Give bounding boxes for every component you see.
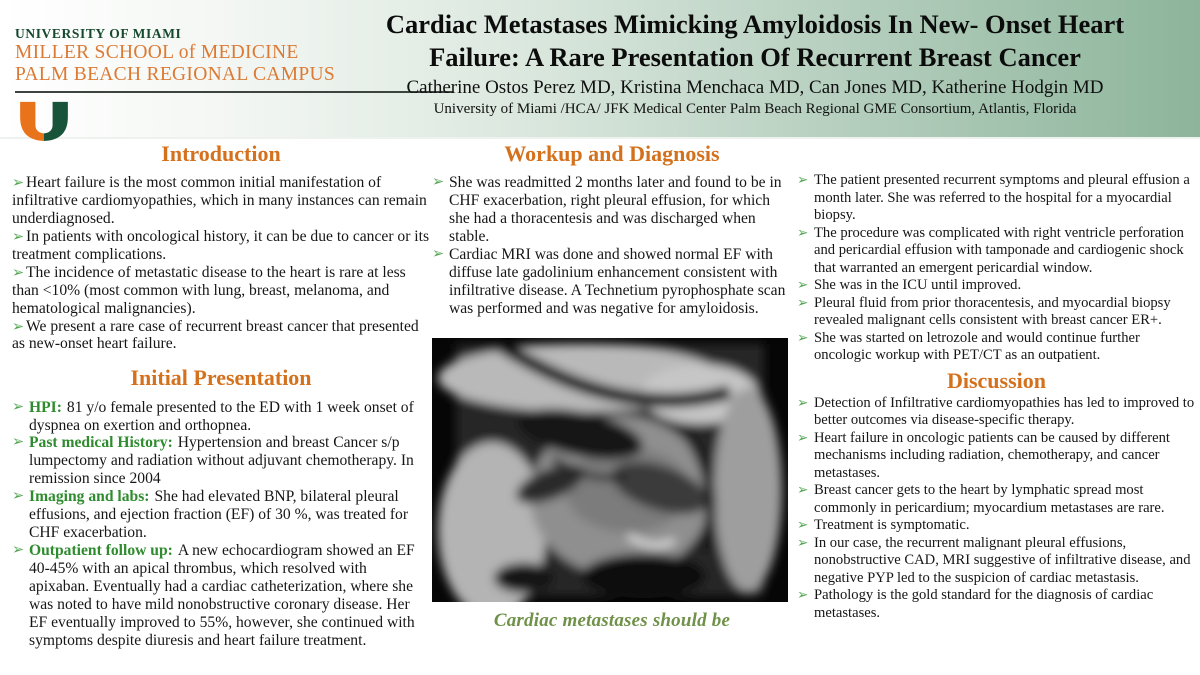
arrow-bullet-icon: ➢ [797, 429, 809, 445]
arrow-bullet-icon: ➢ [797, 517, 809, 533]
left-column [12, 142, 430, 650]
right-column [797, 172, 1196, 622]
poster-title-line2: Failure: A Rare Presentation Of Recurrent Breast Cancer [429, 42, 1081, 73]
list-item [797, 277, 1196, 295]
arrow-bullet-icon: ➢ [797, 277, 809, 292]
list-item [432, 174, 792, 246]
cardiac-mri-image [432, 338, 788, 602]
bullet-text: She was in the ICU until improved. [814, 277, 1022, 293]
list-item [797, 172, 1196, 225]
item-label: Past medical History: [29, 434, 173, 452]
list-item [797, 482, 1196, 517]
poster-title [318, 8, 1192, 74]
arrow-bullet-icon: ➢ [12, 175, 25, 192]
affiliation-line: University of Miami /HCA/ JFK Medical Center Palm Beach Regional GME Consortium, Atlantis, Florida [433, 101, 1077, 118]
arrow-bullet-icon: ➢ [797, 294, 809, 310]
case-course-list [797, 172, 1196, 365]
arrow-bullet-icon: ➢ [12, 488, 25, 505]
list-item [797, 430, 1196, 483]
item-body: 81 y/o female presented to the ED with 1 week onset of dyspnea on exertion and orthopnea. [29, 398, 414, 434]
bullet-text: The patient presented recurrent symptoms and pleural effusion a month later. She was referred to the hospital for a myocardial biopsy. [814, 172, 1190, 223]
item-label: Imaging and labs: [29, 488, 150, 506]
bullet-text [29, 542, 430, 650]
bullet-text: We present a rare case of recurrent breast cancer that presented as new-onset heart failure. [12, 317, 419, 353]
list-item [12, 434, 430, 488]
arrow-bullet-icon: ➢ [12, 264, 25, 281]
discussion-heading: Discussion [946, 367, 1047, 393]
arrow-bullet-icon: ➢ [12, 398, 25, 415]
list-item [797, 395, 1196, 430]
bullet-text: Breast cancer gets to the heart by lymphatic spread most commonly in pericardium; myocardium metastases are rare. [814, 482, 1165, 516]
arrow-bullet-icon: ➢ [432, 174, 445, 191]
bullet-text: Pleural fluid from prior thoracentesis, and myocardial biopsy revealed malignant cells consistent with breast cancer ER+. [814, 294, 1171, 328]
arrow-bullet-icon: ➢ [12, 541, 25, 558]
arrow-bullet-icon: ➢ [797, 482, 809, 498]
workup-heading: Workup and Diagnosis [504, 141, 720, 166]
item-body: She had elevated BNP, bilateral pleural effusions, and ejection fraction (EF) of 30 %, was treated for CHF exacerbation. [29, 488, 409, 542]
bullet-text [29, 434, 430, 488]
arrow-bullet-icon: ➢ [797, 224, 809, 240]
school-name-line1: MILLER SCHOOL of MEDICINE [15, 42, 299, 63]
bullet-text: The procedure was complicated with right ventricle perforation and pericardial effusion with tamponade and cardiogenic shock that warranted an emergent pericardial window. [814, 224, 1184, 276]
bullet-text: Heart failure in oncologic patients can be caused by different mechanisms including radiation, chemotherapy, and cancer metastases. [814, 429, 1170, 481]
introduction-heading: Introduction [161, 141, 281, 166]
arrow-bullet-icon: ➢ [797, 587, 809, 603]
middle-column [432, 142, 792, 632]
arrow-bullet-icon: ➢ [12, 228, 25, 245]
list-item [797, 225, 1196, 278]
bullet-text: Pathology is the gold standard for the diagnosis of cardiac metastases. [814, 587, 1154, 621]
list-item [12, 228, 430, 264]
arrow-bullet-icon: ➢ [432, 245, 445, 262]
bullet-text: Detection of Infiltrative cardiomyopathies has led to improved to better outcomes via disease-specific therapy. [814, 394, 1195, 429]
arrow-bullet-icon: ➢ [797, 534, 809, 550]
title-block [318, 8, 1192, 118]
list-item [797, 517, 1196, 535]
introduction-list [12, 174, 430, 353]
item-label: HPI: [29, 398, 62, 416]
initial-presentation-heading: Initial Presentation [130, 365, 312, 391]
list-item [12, 542, 430, 650]
university-name: UNIVERSITY OF MIAMI [15, 26, 182, 41]
list-item [12, 174, 430, 228]
bullet-text [29, 488, 430, 542]
cardiac-mri-graphic [432, 338, 788, 602]
arrow-bullet-icon: ➢ [797, 394, 809, 410]
initial-presentation-list [12, 399, 430, 650]
bullet-text: Treatment is symptomatic. [814, 517, 970, 534]
arrow-bullet-icon: ➢ [797, 172, 809, 187]
item-body: A new echocardiogram showed an EF 40-45% with an apical thrombus, which resolved with apixaban. Eventually had a cardiac catheterization, where she was noted to have mild nonobstructive coronary disease. Her EF eventually improved to 55%, however, she continued with symptoms despite diuresis and heart failure treatment. [29, 541, 415, 649]
list-item [797, 295, 1196, 330]
bullet-text [29, 399, 430, 435]
list-item [12, 318, 430, 354]
list-item [797, 535, 1196, 588]
bullet-text: In our case, the recurrent malignant pleural effusions, nonobstructive CAD, MRI suggestive of infiltrative disease, and negative PYP led to the suspicion of cardiac metastasis. [814, 534, 1191, 586]
bullet-text: She was started on letrozole and would continue further oncologic workup with PET/CT as an outpatient. [814, 329, 1140, 363]
list-item [12, 264, 430, 318]
arrow-bullet-icon: ➢ [797, 329, 809, 345]
miami-split-u-logo-icon [15, 100, 73, 142]
arrow-bullet-icon: ➢ [12, 318, 25, 335]
bullet-text: The incidence of metastatic disease to the heart is rare at less than <10% (most common with lung, breast, melanoma, and hematological malignancies). [12, 263, 406, 317]
list-item [12, 488, 430, 542]
bullet-text: Heart failure is the most common initial manifestation of infiltrative cardiomyopathies, which in many instances can remain underdiagnosed. [12, 174, 427, 228]
school-name-line2: PALM BEACH REGIONAL CAMPUS [15, 63, 336, 85]
discussion-list [797, 395, 1196, 623]
authors-line: Catherine Ostos Perez MD, Kristina Menchaca MD, Can Jones MD, Katherine Hodgin MD [406, 77, 1104, 99]
workup-list [432, 174, 792, 317]
poster-title-line1: Cardiac Metastases Mimicking Amyloidosis In New- Onset Heart [385, 9, 1125, 39]
figure-caption: Cardiac metastases should be [493, 609, 731, 631]
bullet-text: In patients with oncological history, it can be due to cancer or its treatment complications. [12, 227, 430, 263]
item-body: Hypertension and breast Cancer s/p lumpectomy and radiation without adjuvant chemotherapy. In remission since 2004 [29, 434, 414, 488]
bullet-text: She was readmitted 2 months later and found to be in CHF exacerbation, right pleural effusion, for which she had a thoracentesis and was discharged when stable. [449, 174, 782, 245]
arrow-bullet-icon: ➢ [12, 434, 25, 451]
list-item [797, 587, 1196, 622]
item-label: Outpatient follow up: [29, 541, 173, 559]
list-item [797, 330, 1196, 365]
poster-header [0, 0, 1200, 139]
bullet-text: Cardiac MRI was done and showed normal EF with diffuse late gadolinium enhancement consistent with infiltrative disease. A Technetium pyrophosphate scan was performed and was negative for amyloidosis. [449, 245, 786, 317]
list-item [12, 399, 430, 435]
list-item [432, 246, 792, 318]
